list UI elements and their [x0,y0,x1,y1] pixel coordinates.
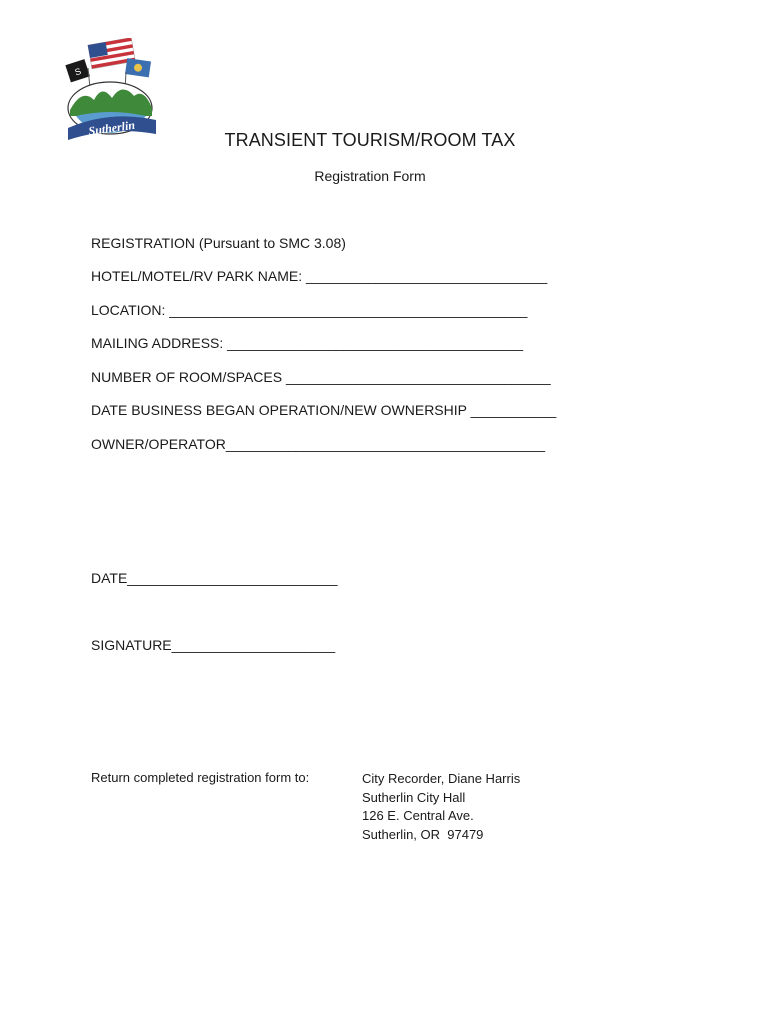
svg-text:S: S [73,66,83,78]
return-label: Return completed registration form to: [91,770,310,785]
address-line-city: Sutherlin, OR 97479 [362,826,484,842]
page-title: TRANSIENT TOURISM/ROOM TAX [224,130,516,150]
registration-heading: REGISTRATION (Pursuant to SMC 3.08) [91,235,346,251]
sutherlin-logo [62,38,162,142]
page-subtitle: Registration Form [314,168,426,184]
mailing-address-field[interactable]: MAILING ADDRESS: ______________________________________ [91,335,524,351]
logo-graphic [62,38,162,142]
address-line-recipient: City Recorder, Diane Harris [362,771,521,786]
address-line-office: Sutherlin City Hall [362,789,466,805]
address-line-street: 126 E. Central Ave. [362,808,474,823]
location-field[interactable]: LOCATION: ______________________________________________ [91,302,528,318]
return-address [362,770,520,844]
hotel-name-field[interactable]: HOTEL/MOTEL/RV PARK NAME: _______________________________ [91,268,548,284]
logo-text: Sutherlin [87,117,136,139]
owner-operator-field[interactable]: OWNER/OPERATOR_________________________________________ [91,436,546,452]
signature-field[interactable]: SIGNATURE_____________________ [91,637,336,653]
date-field[interactable]: DATE___________________________ [91,570,338,586]
date-business-began-field[interactable]: DATE BUSINESS BEGAN OPERATION/NEW OWNERSHIP ___________ [91,402,557,418]
number-of-rooms-field[interactable]: NUMBER OF ROOM/SPACES __________________________________ [91,369,551,385]
